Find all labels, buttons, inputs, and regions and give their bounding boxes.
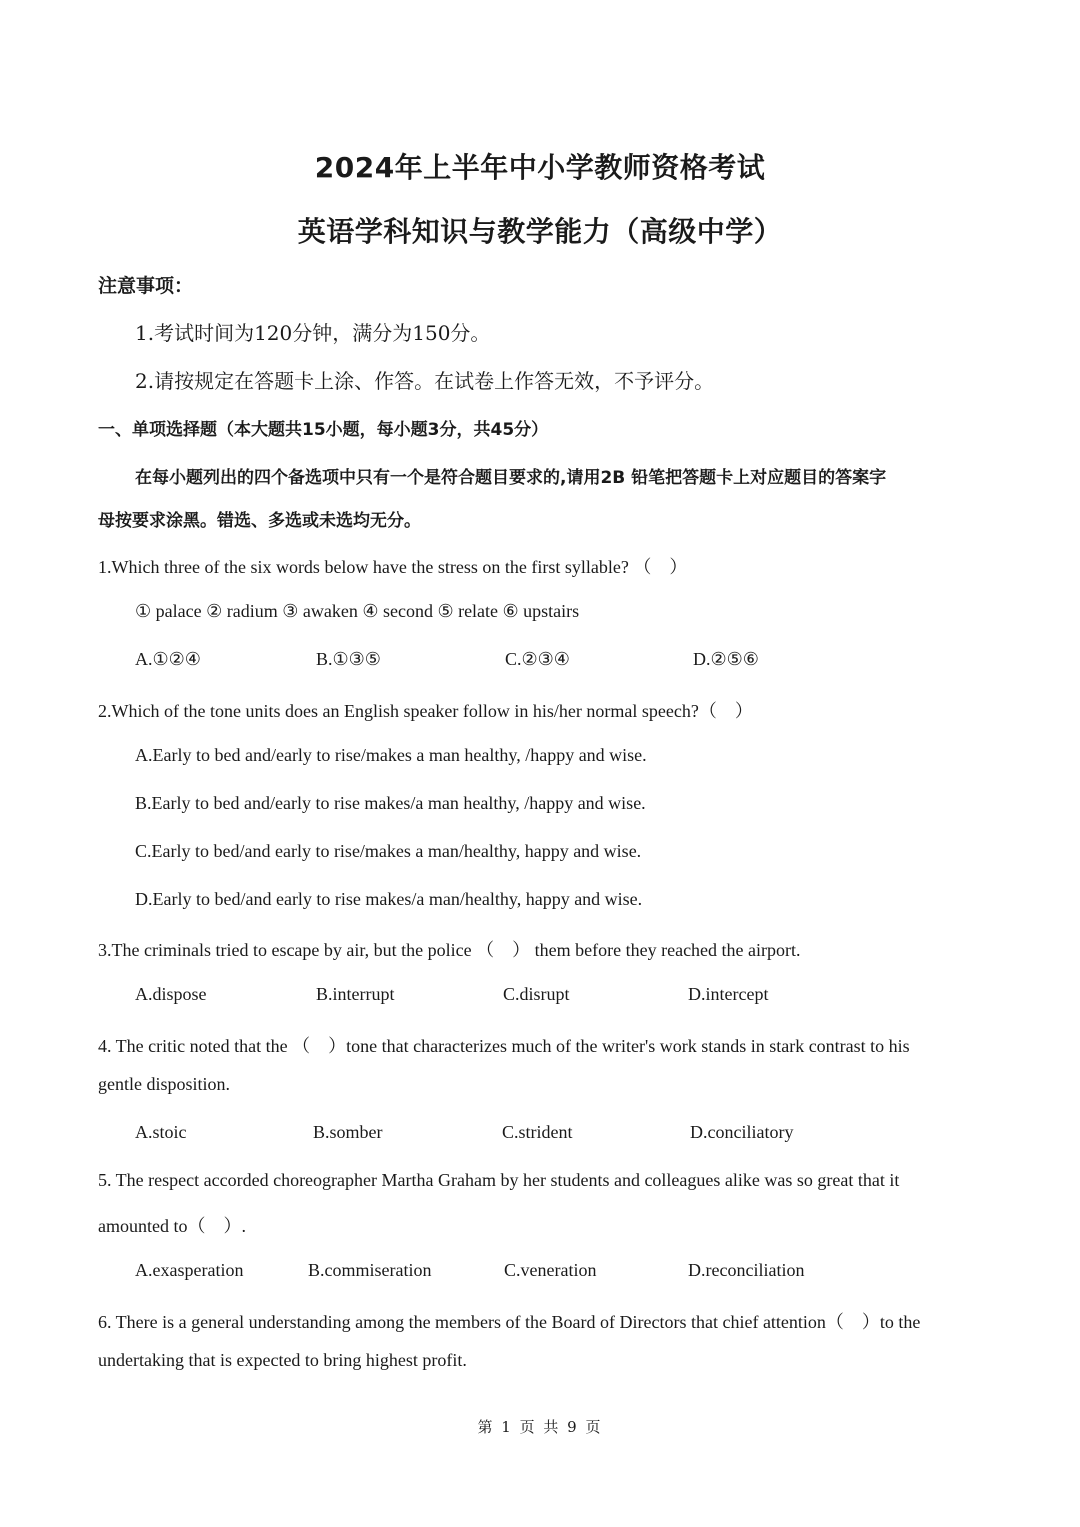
question-4-option-d: D.conciliatory bbox=[690, 1122, 794, 1142]
question-5-option-a: A.exasperation bbox=[135, 1260, 244, 1280]
question-4-option-b: B.somber bbox=[313, 1122, 383, 1142]
section-heading: 一、单项选择题（本大题共15小题，每小题3分，共45分） bbox=[98, 420, 549, 440]
question-5-option-c: C.veneration bbox=[504, 1260, 597, 1280]
section-instruction-line2: 母按要求涂黑。错选、多选或未选均无分。 bbox=[98, 511, 421, 531]
question-3-option-a: A.dispose bbox=[135, 984, 207, 1004]
page-number: 第 1 页 共 9 页 bbox=[477, 1418, 603, 1436]
question-4-stem-line2: gentle disposition. bbox=[98, 1074, 230, 1094]
question-5-option-d: D.reconciliation bbox=[688, 1260, 805, 1280]
question-1-option-d: D.②⑤⑥ bbox=[693, 649, 759, 669]
exam-title: 2024年上半年中小学教师资格考试 bbox=[314, 151, 766, 184]
question-4-option-a: A.stoic bbox=[135, 1122, 187, 1142]
question-2-option-c: C.Early to bed/and early to rise/makes a man/healthy, happy and wise. bbox=[135, 841, 642, 861]
section-instruction-line1: 在每小题列出的四个备选项中只有一个是符合题目要求的,请用2B 铅笔把答题卡上对应题目的答案字 bbox=[135, 468, 887, 488]
question-2-stem: 2.Which of the tone units does an English speaker follow in his/her normal speech?（ ） bbox=[98, 701, 753, 721]
question-3-option-d: D.intercept bbox=[688, 984, 769, 1004]
question-3-stem: 3.The criminals tried to escape by air, but the police （ ） them before they reached the airport. bbox=[98, 940, 801, 960]
question-3-option-c: C.disrupt bbox=[503, 984, 570, 1004]
question-1-stem: 1.Which three of the six words below have the stress on the first syllable? （ ） bbox=[98, 557, 688, 577]
question-1-option-a: A.①②④ bbox=[135, 649, 201, 669]
exam-subtitle: 英语学科知识与教学能力（高级中学） bbox=[297, 215, 783, 248]
question-1-words: ① palace ② radium ③ awaken ④ second ⑤ relate ⑥ upstairs bbox=[135, 601, 580, 621]
question-4-option-c: C.strident bbox=[502, 1122, 573, 1142]
question-1-option-c: C.②③④ bbox=[505, 649, 570, 669]
question-6-stem-line1: 6. There is a general understanding among the members of the Board of Directors that chief attention（ ）to the bbox=[98, 1312, 921, 1332]
question-1-option-b: B.①③⑤ bbox=[316, 649, 381, 669]
question-2-option-b: B.Early to bed and/early to rise makes/a man healthy, /happy and wise. bbox=[135, 793, 646, 813]
note-item-2: 2.请按规定在答题卡上涂、作答。在试卷上作答无效，不予评分。 bbox=[135, 369, 715, 393]
question-5-stem-line2: amounted to（ ）. bbox=[98, 1216, 246, 1236]
question-2-option-d: D.Early to bed/and early to rise makes/a man/healthy, happy and wise. bbox=[135, 889, 643, 909]
question-5-option-b: B.commiseration bbox=[308, 1260, 432, 1280]
question-4-stem-line1: 4. The critic noted that the （ ）tone that characterizes much of the writer's work stands in stark contrast to his bbox=[98, 1036, 910, 1056]
question-3-option-b: B.interrupt bbox=[316, 984, 395, 1004]
question-6-stem-line2: undertaking that is expected to bring highest profit. bbox=[98, 1350, 467, 1370]
question-2-option-a: A.Early to bed and/early to rise/makes a man healthy, /happy and wise. bbox=[135, 745, 647, 765]
question-5-stem-line1: 5. The respect accorded choreographer Martha Graham by her students and colleagues alike was so great that it bbox=[98, 1170, 900, 1190]
notes-heading: 注意事项： bbox=[98, 275, 194, 297]
note-item-1: 1.考试时间为120分钟，满分为150分。 bbox=[135, 321, 491, 345]
